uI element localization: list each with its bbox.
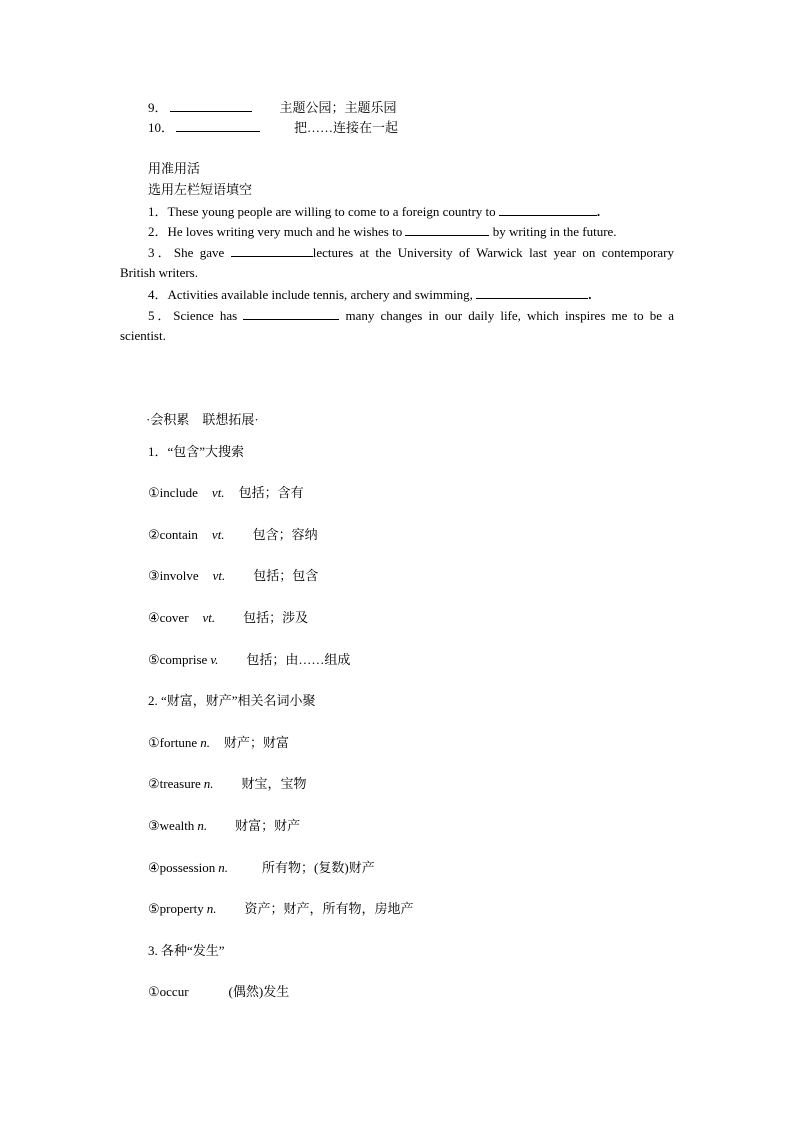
- word-entry: [148, 651, 350, 669]
- part-of-speech: vt.: [211, 527, 225, 542]
- part-of-speech: vt.: [211, 485, 225, 500]
- item-number: 5．: [148, 308, 174, 323]
- answer-blank[interactable]: [405, 222, 489, 236]
- answer-blank[interactable]: [243, 306, 339, 320]
- item-number: 3．: [148, 245, 174, 260]
- part-of-speech: vt.: [202, 610, 216, 625]
- entry-meaning: 财富；财产: [235, 818, 301, 833]
- group-title: 1．“包含”大搜索: [148, 444, 245, 459]
- entry-meaning: 包含；容纳: [252, 527, 318, 542]
- group-title: 3. 各种“发生”: [148, 943, 225, 958]
- entry-meaning: (偶然)发生: [228, 984, 290, 999]
- item-number: 4．: [148, 287, 168, 302]
- word-entry: [148, 734, 289, 752]
- answer-blank[interactable]: [231, 243, 313, 257]
- entry-meaning: 财产；财富: [223, 735, 289, 750]
- item-text: lectures at the University of Warwick last year on contemporary: [312, 245, 674, 260]
- entry-word: include: [159, 485, 198, 500]
- part-of-speech: n.: [206, 901, 217, 916]
- section-instruction: 选用左栏短语填空: [148, 182, 253, 197]
- circled-number: ③: [148, 568, 160, 583]
- word-entry: [148, 859, 375, 877]
- group-title: 2. “财富，财产”相关名词小聚: [148, 693, 316, 708]
- part-of-speech: vt.: [212, 568, 226, 583]
- entry-word: wealth: [159, 818, 195, 833]
- entry-meaning: 财宝，宝物: [241, 776, 307, 791]
- word-entry: [148, 567, 318, 585]
- practice-item-2: [148, 222, 617, 241]
- entry-meaning: 包括；涉及: [243, 610, 309, 625]
- entry-word: comprise: [159, 652, 208, 667]
- practice-item-5: [148, 306, 674, 325]
- item-text: .: [588, 287, 592, 302]
- word-entry: [148, 900, 413, 918]
- word-entry: [148, 526, 318, 544]
- entry-word: possession: [159, 860, 216, 875]
- item-number: 2．: [148, 224, 168, 239]
- practice-item-4: [148, 285, 591, 304]
- section-heading: 用准用活: [148, 161, 201, 176]
- word-entry: [148, 609, 308, 627]
- part-of-speech: n.: [197, 818, 208, 833]
- item-text: Activities available include tennis, archery and swimming,: [167, 287, 473, 302]
- circled-number: ④: [148, 610, 160, 625]
- entry-word: occur: [159, 984, 189, 999]
- circled-number: ①: [148, 485, 160, 500]
- circled-number: ⑤: [148, 901, 160, 916]
- entry-word: involve: [159, 568, 199, 583]
- word-entry: [148, 484, 304, 502]
- item-text: by writing in the future.: [492, 224, 617, 239]
- entry-word: property: [159, 901, 204, 916]
- circled-number: ②: [148, 776, 160, 791]
- accumulate-heading: ·会积累 联想拓展·: [146, 412, 259, 427]
- answer-blank[interactable]: [476, 285, 588, 299]
- entry-word: contain: [159, 527, 198, 542]
- entry-word: treasure: [159, 776, 201, 791]
- answer-blank[interactable]: [170, 98, 252, 112]
- circled-number: ④: [148, 860, 160, 875]
- vocab-item-10: [148, 118, 398, 137]
- part-of-speech: v.: [210, 652, 219, 667]
- item-meaning: 把……连接在一起: [294, 120, 399, 135]
- practice-item-5-cont: scientist.: [120, 328, 166, 343]
- item-text: Science has: [173, 308, 238, 323]
- item-text: She gave: [173, 245, 225, 260]
- part-of-speech: n.: [200, 735, 210, 750]
- word-entry: [148, 817, 300, 835]
- circled-number: ③: [148, 818, 160, 833]
- item-text: These young people are willing to come to a foreign country to: [167, 204, 496, 219]
- part-of-speech: n.: [218, 860, 229, 875]
- practice-item-3: [148, 243, 674, 262]
- answer-blank[interactable]: [499, 202, 597, 216]
- entry-meaning: 包括；含有: [238, 485, 304, 500]
- practice-item-3-cont: British writers.: [120, 265, 198, 280]
- answer-blank[interactable]: [176, 118, 260, 132]
- entry-meaning: 所有物；(复数)财产: [262, 860, 375, 875]
- circled-number: ②: [148, 527, 160, 542]
- item-text: many changes in our daily life, which inspires me to be a: [345, 308, 674, 323]
- item-number: 1．: [148, 204, 168, 219]
- item-number: 9．: [148, 100, 168, 115]
- vocab-item-9: [148, 98, 397, 117]
- item-text: He loves writing very much and he wishes to: [167, 224, 403, 239]
- entry-word: fortune: [159, 735, 198, 750]
- entry-meaning: 包括；包含: [253, 568, 319, 583]
- part-of-speech: n.: [203, 776, 214, 791]
- entry-meaning: 资产；财产，所有物，房地产: [244, 901, 414, 916]
- practice-item-1: [148, 202, 600, 221]
- item-meaning: 主题公园；主题乐园: [279, 100, 397, 115]
- word-entry: [148, 775, 307, 793]
- circled-number: ⑤: [148, 652, 160, 667]
- item-text: .: [596, 204, 601, 219]
- item-number: 10．: [148, 120, 175, 135]
- entry-meaning: 包括；由……组成: [246, 652, 351, 667]
- word-entry: [148, 983, 289, 1001]
- entry-word: cover: [159, 610, 189, 625]
- circled-number: ①: [148, 735, 160, 750]
- circled-number: ①: [148, 984, 160, 999]
